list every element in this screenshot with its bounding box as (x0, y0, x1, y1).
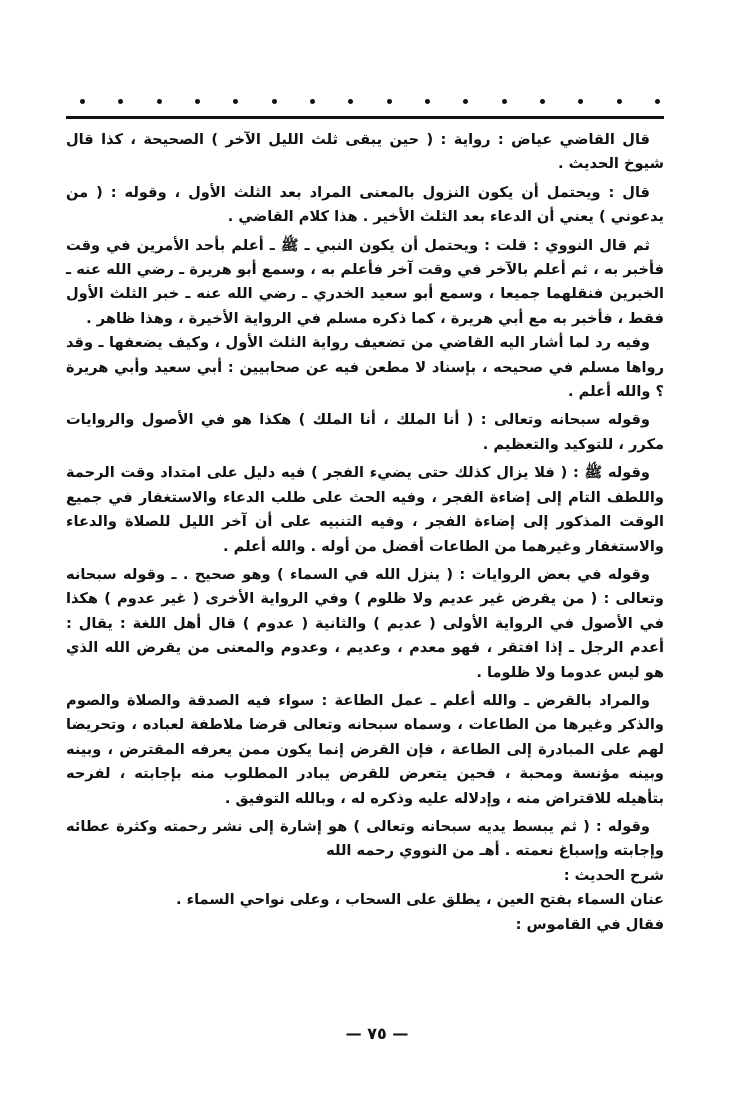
page-number: — ٧٥ — (345, 1024, 409, 1043)
ornament-dot (310, 99, 315, 104)
header-dot-ornament (80, 96, 660, 106)
ornament-dot (578, 99, 583, 104)
paragraph-qadi-iyad: قال القاضي عياض : رواية : ( حين يبقى ثلث الليل الآخر ) الصحيحة ، كذا قال شيوخ الحديث . (66, 131, 664, 173)
ornament-dot (80, 99, 85, 104)
ornament-dot (425, 99, 430, 104)
ornament-dot (157, 99, 162, 104)
paragraph-ana-al-malik: وقوله سبحانه وتعالى : ( أنا الملك ، أنا الملك ) هكذا هو في الأصول والروايات مكرر ، للتوكيد والتعظيم . (66, 411, 664, 453)
ornament-dot (272, 99, 277, 104)
paragraph-until-dawn: وقوله ﷺ : ( فلا يزال كذلك حتى يضيء الفجر ) فيه دليل على امتداد وقت الرحمة واللطف التام إلى إضاءة الفجر ، وفيه الحث على طلب الدعاء والاستغفار في جميع الوقت المذكور إلى إضاءة الفجر ، وفيه التنبيه على أن آخر الليل للصلاة والدعاء والاستغفار وغيرهما من الطاعات أفضل من أوله . والله أعلم . (66, 464, 664, 555)
header-divider (66, 116, 664, 119)
ornament-dot (195, 99, 200, 104)
closing-line-inan: عنان السماء بفتح العين ، يطلق على السحاب ، وعلى نواحي السماء . (175, 891, 664, 909)
paragraph-meaning-of-loan: والمراد بالقرض ـ والله أعلم ـ عمل الطاعة : سواء فيه الصدقة والصلاة والصوم والذكر وغيرها من الطاعات ، وسماه سبحانه وتعالى قرضا ملاطفة لعباده ، وتحريضا لهم على المبادرة إلى الطاعة ، فإن القرض إنما يكون ممن يعرفه المقترض ، وبينه وبينه مؤنسة ومحبة ، فحين يتعرض للقرض يبادر المطلوب منه بإجابته ، لفرحه بتأهيله للاقتراض منه ، وإدلاله عليه وذكره له ، وبالله التوفيق . (66, 691, 664, 807)
ornament-dot (348, 99, 353, 104)
ornament-dot (118, 99, 123, 104)
paragraph-refutation: وفيه رد لما أشار اليه القاضي من تضعيف رواية الثلث الأول ، وكيف يضعفها ـ وقد رواها مسلم في صحيحه ، بإسناد لا مطعن فيه عن صحابيين : أبي سعيد وأبي هريرة ؟ والله أعلم . (66, 334, 664, 401)
ornament-dot (655, 99, 660, 104)
ornament-dot (617, 99, 622, 104)
ornament-dot (540, 99, 545, 104)
ornament-dot (387, 99, 392, 104)
section-heading-sharh: شرح الحديث : (563, 866, 664, 884)
ornament-dot (463, 99, 468, 104)
main-text-body (66, 128, 664, 933)
paragraph-nuzul-meaning: قال : ويحتمل أن يكون النزول بالمعنى المراد بعد الثلث الأول ، وقوله : ( من يدعوني ) يعني أن الدعاء بعد الثلث الأخير . هذا كلام القاضي . (66, 183, 664, 226)
ornament-dot (233, 99, 238, 104)
ornament-dot (502, 99, 507, 104)
closing-line-qamus: فقال في القاموس : (515, 915, 664, 933)
paragraph-nawawi-opinion: ثم قال النووي : قلت : ويحتمل أن يكون النبي ـ ﷺ ـ أعلم بأحد الأمرين في وقت فأخبر به ، ثم أعلم بالآخر في وقت آخر فأعلم به ، وسمع أبو هريرة ـ رضي الله عنه ـ الخبرين فنقلهما جميعا ، وسمع أبو سعيد الخدري ـ رضي الله عنه ـ خبر الثلث الأول فقط ، فأخبر به مع أبي هريرة ، كما ذكره مسلم في الرواية الأخيرة ، وهذا ظاهر . (66, 236, 664, 327)
paragraph-who-lends: وقوله في بعض الروايات : ( ينزل الله في السماء ) وهو صحيح . ـ وقوله سبحانه وتعالى : ( من يقرض غير عديم ولا ظلوم ) وفي الرواية الأخرى ( غير عدوم ) هكذا في الأصول في الرواية الأولى ( عديم ) والثانية ( عدوم ) قال أهل اللغة : يقال : أعدم الرجل ـ إذا افتقر ، فهو معدم ، وعديم ، وعدوم والمعنى من يقرض الله الذي هو ليس عدوما ولا ظلوما . (66, 565, 664, 681)
paragraph-spreads-hands: وقوله : ( ثم يبسط يديه سبحانه وتعالى ) هو إشارة إلى نشر رحمته وكثرة عطائه وإجابته وإسباغ نعمته . أهـ من النووي رحمه الله (66, 817, 664, 860)
